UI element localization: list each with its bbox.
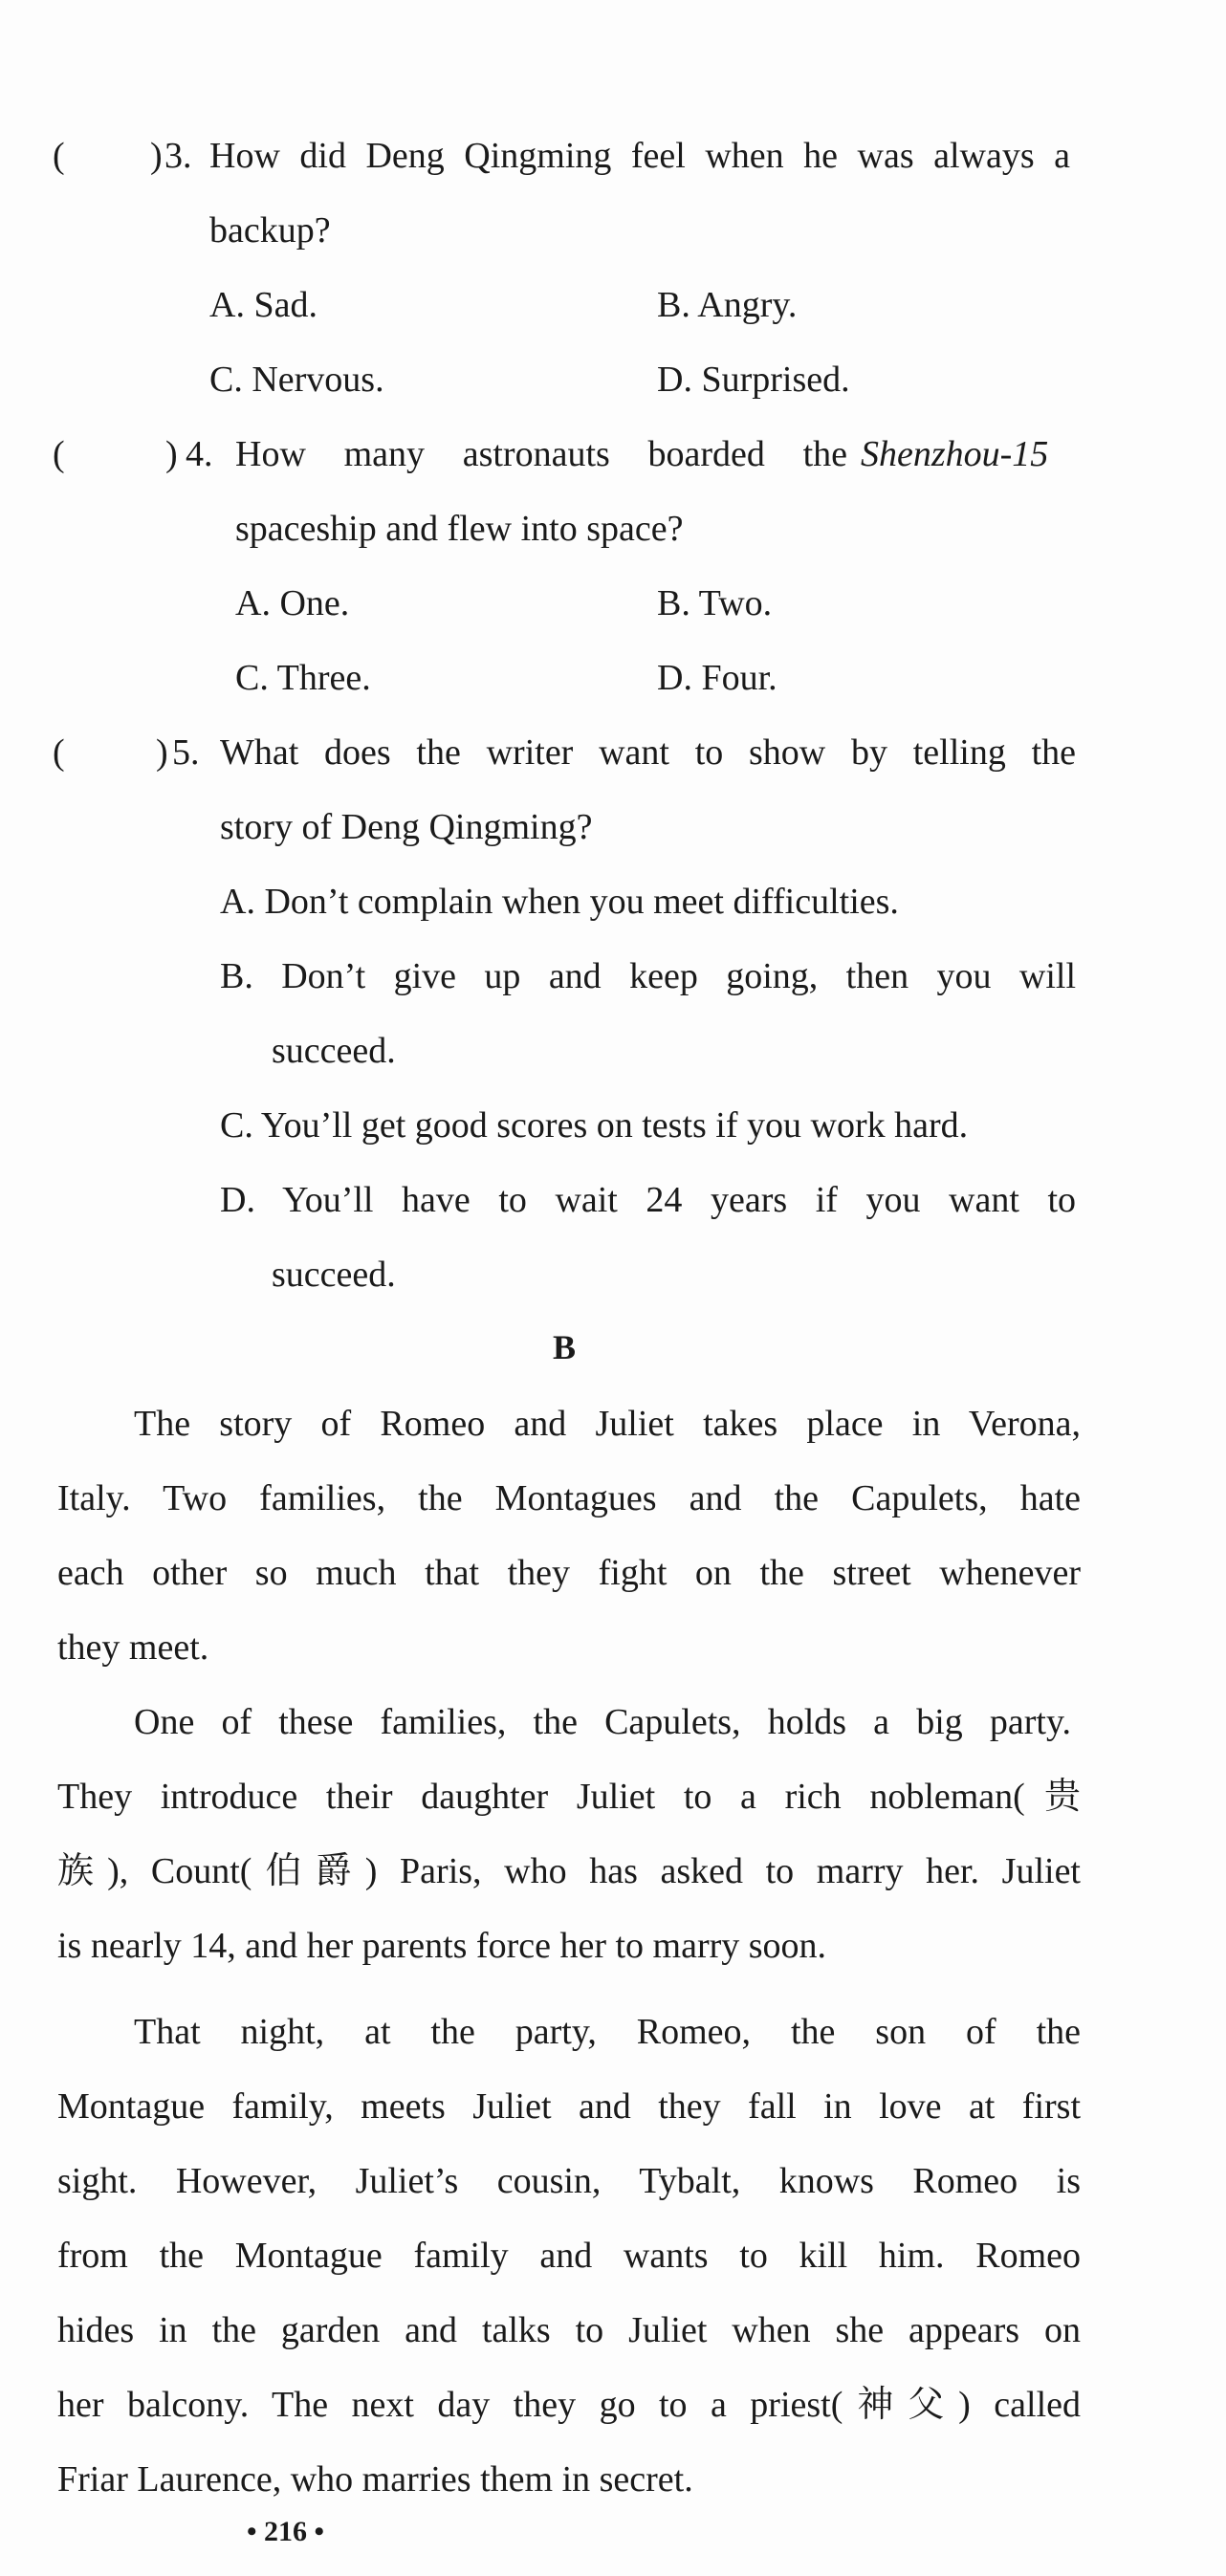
option: D. Surprised. <box>657 360 850 400</box>
passage-line: One of these families, the Capulets, holds a big party. <box>134 1702 1071 1742</box>
answer-paren-close: ) <box>150 136 163 176</box>
option: C. You’ll get good scores on tests if you work hard. <box>220 1105 969 1146</box>
passage-line: hides in the garden and talks to Juliet when she appears on <box>57 2310 1081 2350</box>
answer-paren-close: ) <box>156 732 168 773</box>
passage-line: they meet. <box>57 1627 209 1668</box>
option: B. Two. <box>657 583 773 623</box>
option: C. Nervous. <box>209 360 384 400</box>
passage-line: is nearly 14, and her parents force her to marry soon. <box>57 1926 827 1966</box>
question-text: How many astronauts boarded the <box>235 434 847 474</box>
option: B. Angry. <box>657 285 798 325</box>
option: succeed. <box>272 1031 396 1071</box>
question-text: spaceship and flew into space? <box>235 509 684 549</box>
answer-paren-open: ( <box>53 434 65 474</box>
question-text: How did Deng Qingming feel when he was always a <box>209 136 1070 176</box>
passage-line: Friar Laurence, who marries them in secret. <box>57 2459 693 2500</box>
passage-line: from the Montague family and wants to kill him. Romeo <box>57 2236 1081 2276</box>
answer-paren-open: ( <box>53 732 65 773</box>
question-number: 4. <box>186 434 213 474</box>
passage-line: Italy. Two families, the Montagues and the Capulets, hate <box>57 1478 1081 1518</box>
option: A. One. <box>235 583 350 623</box>
question-text: story of Deng Qingming? <box>220 807 593 847</box>
passage-line: each other so much that they fight on the street whenever <box>57 1553 1081 1593</box>
answer-paren-close: ) <box>165 434 178 474</box>
option: C. Three. <box>235 658 371 698</box>
answer-paren-open: ( <box>53 136 65 176</box>
question-number: 5. <box>172 732 200 773</box>
passage-line: sight. However, Juliet’s cousin, Tybalt, knows Romeo is <box>57 2161 1081 2201</box>
option: A. Don’t complain when you meet difficulties. <box>220 882 899 922</box>
question-text-italic <box>861 432 1048 476</box>
option: B. Don’t give up and keep going, then you will <box>220 956 1076 996</box>
passage-line: They introduce their daughter Juliet to a rich nobleman(贵 <box>57 1777 1081 1817</box>
spaceship-name: Shenzhou-15 <box>861 434 1049 474</box>
option: D. Four. <box>657 658 777 698</box>
passage-line: 族), Count(伯爵) Paris, who has asked to marry her. Juliet <box>57 1851 1081 1891</box>
passage-line: That night, at the party, Romeo, the son of the <box>134 2012 1081 2052</box>
option: D. You’ll have to wait 24 years if you want to <box>220 1180 1076 1220</box>
page-number: • 216 • <box>247 2516 325 2547</box>
passage-line: her balcony. The next day they go to a priest(神父) called <box>57 2385 1081 2425</box>
passage-line: The story of Romeo and Juliet takes place in Verona, <box>134 1404 1081 1444</box>
question-text: What does the writer want to show by telling the <box>220 732 1076 773</box>
option: succeed. <box>272 1255 396 1295</box>
question-text: backup? <box>209 210 331 251</box>
passage-line: Montague family, meets Juliet and they fall in love at first <box>57 2086 1081 2127</box>
option: A. Sad. <box>209 285 317 325</box>
section-heading: B <box>553 1328 577 1366</box>
question-number: 3. <box>164 136 192 176</box>
